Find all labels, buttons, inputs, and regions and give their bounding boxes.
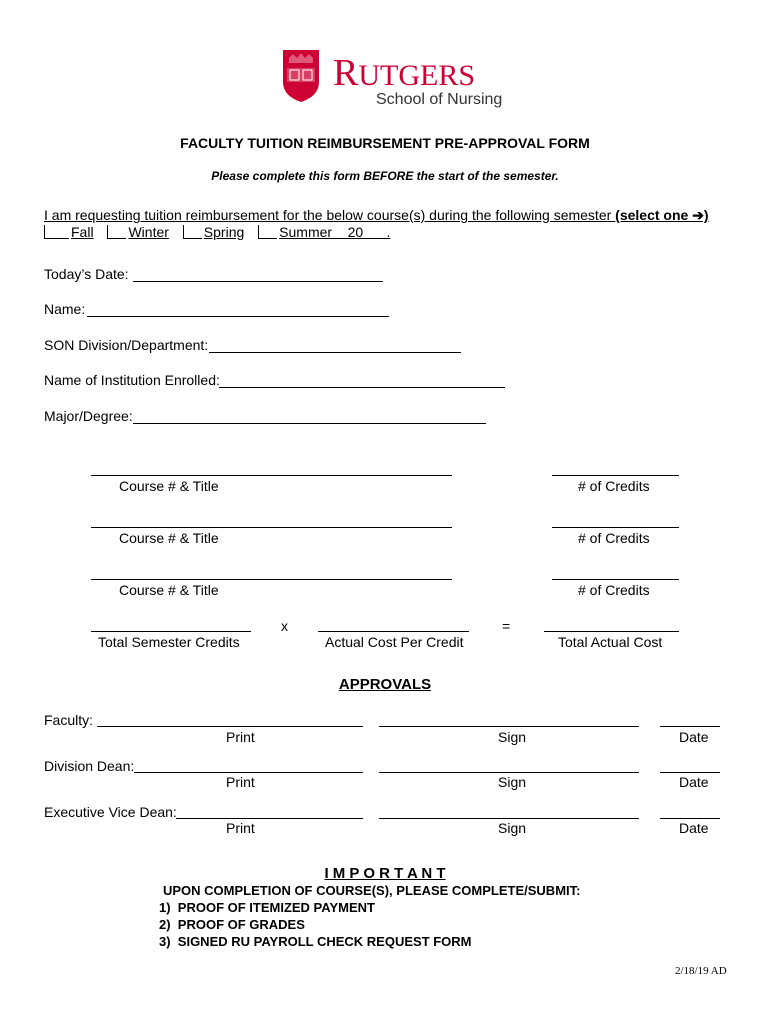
name-field[interactable] bbox=[87, 316, 389, 317]
credits-3-label: # of Credits bbox=[578, 582, 650, 598]
division-dean-sign-field[interactable] bbox=[379, 772, 639, 773]
important-item-2: 2) PROOF OF GRADES bbox=[159, 917, 305, 932]
total-cost-field[interactable] bbox=[544, 631, 679, 632]
credits-2-label: # of Credits bbox=[578, 530, 650, 546]
approvals-heading: APPROVALS bbox=[338, 676, 432, 693]
division-dean-date-label: Date bbox=[679, 774, 709, 790]
date-label: Today’s Date: bbox=[44, 266, 129, 282]
course-2-label: Course # & Title bbox=[119, 530, 219, 546]
institution-label: Name of Institution Enrolled: bbox=[44, 372, 220, 388]
times-symbol: x bbox=[281, 618, 288, 634]
total-credits-field[interactable] bbox=[91, 631, 251, 632]
wordmark-rest: UTGERS bbox=[358, 59, 476, 92]
course-1-label: Course # & Title bbox=[119, 478, 219, 494]
summer-label: Summer bbox=[279, 224, 333, 240]
division-dean-print-field[interactable] bbox=[134, 772, 363, 773]
equals-symbol: = bbox=[502, 618, 511, 634]
faculty-print-field[interactable] bbox=[97, 726, 363, 727]
spring-checkbox[interactable] bbox=[183, 225, 202, 239]
institution-field[interactable] bbox=[219, 387, 505, 388]
course-3-field[interactable] bbox=[91, 579, 452, 580]
exec-vice-dean-sign-label: Sign bbox=[498, 820, 527, 836]
important-intro: UPON COMPLETION OF COURSE(S), PLEASE COMPLETE/SUBMIT: bbox=[163, 883, 581, 898]
important-item-1: 1) PROOF OF ITEMIZED PAYMENT bbox=[159, 900, 375, 915]
year-field[interactable] bbox=[332, 224, 390, 240]
form-subtitle: Please complete this form BEFORE the start of the semester. bbox=[211, 169, 559, 183]
credits-1-label: # of Credits bbox=[578, 478, 650, 494]
cost-per-credit-field[interactable] bbox=[318, 631, 469, 632]
rutgers-shield-logo bbox=[281, 48, 321, 104]
summer-checkbox[interactable] bbox=[258, 225, 277, 239]
important-item-3: 3) SIGNED RU PAYROLL CHECK REQUEST FORM bbox=[159, 934, 472, 949]
credits-2-field[interactable] bbox=[552, 527, 679, 528]
school-name: School of Nursing bbox=[376, 91, 503, 108]
course-3-label: Course # & Title bbox=[119, 582, 219, 598]
important-heading: I M P O R T A N T bbox=[324, 865, 446, 882]
fall-label: Fall bbox=[71, 224, 94, 240]
semester-options bbox=[44, 224, 390, 240]
rutgers-wordmark bbox=[333, 54, 475, 92]
division-field[interactable] bbox=[209, 352, 461, 353]
faculty-print-label: Print bbox=[226, 729, 255, 745]
winter-label: Winter bbox=[128, 224, 169, 240]
fall-checkbox[interactable] bbox=[44, 225, 69, 239]
total-cost-label: Total Actual Cost bbox=[558, 634, 663, 650]
wordmark-initial: R bbox=[333, 52, 359, 94]
division-dean-sign-label: Sign bbox=[498, 774, 527, 790]
faculty-label: Faculty: bbox=[44, 712, 94, 728]
year-suffix: . bbox=[386, 224, 391, 240]
cost-per-credit-label: Actual Cost Per Credit bbox=[325, 634, 464, 650]
date-field[interactable] bbox=[133, 281, 383, 282]
division-dean-date-field[interactable] bbox=[660, 772, 720, 773]
credits-3-field[interactable] bbox=[552, 579, 679, 580]
name-label: Name: bbox=[44, 301, 86, 317]
division-dean-print-label: Print bbox=[226, 774, 255, 790]
total-credits-label: Total Semester Credits bbox=[98, 634, 240, 650]
year-prefix: 20 bbox=[347, 224, 364, 240]
major-label: Major/Degree: bbox=[44, 408, 133, 424]
select-one-label: (select one ➔) bbox=[615, 207, 709, 223]
division-label: SON Division/Department: bbox=[44, 337, 209, 353]
division-dean-label: Division Dean: bbox=[44, 758, 135, 774]
form-title: FACULTY TUITION REIMBURSEMENT PRE-APPROVAL FORM bbox=[180, 135, 590, 151]
major-field[interactable] bbox=[133, 423, 486, 424]
exec-vice-dean-date-label: Date bbox=[679, 820, 709, 836]
semester-prompt-text: I am requesting tuition reimbursement for the below course(s) during the following semester bbox=[44, 207, 612, 223]
exec-vice-dean-label: Executive Vice Dean: bbox=[44, 804, 177, 820]
credits-1-field[interactable] bbox=[552, 475, 679, 476]
semester-prompt bbox=[44, 207, 709, 224]
faculty-sign-field[interactable] bbox=[379, 726, 639, 727]
course-1-field[interactable] bbox=[91, 475, 452, 476]
faculty-date-label: Date bbox=[679, 729, 709, 745]
exec-vice-dean-date-field[interactable] bbox=[660, 818, 720, 819]
faculty-sign-label: Sign bbox=[498, 729, 527, 745]
exec-vice-dean-print-field[interactable] bbox=[176, 818, 363, 819]
exec-vice-dean-sign-field[interactable] bbox=[379, 818, 639, 819]
winter-checkbox[interactable] bbox=[107, 225, 126, 239]
faculty-date-field[interactable] bbox=[660, 726, 720, 727]
spring-label: Spring bbox=[203, 224, 245, 240]
exec-vice-dean-print-label: Print bbox=[226, 820, 255, 836]
course-2-field[interactable] bbox=[91, 527, 452, 528]
footer-code: 2/18/19 AD bbox=[675, 965, 727, 977]
